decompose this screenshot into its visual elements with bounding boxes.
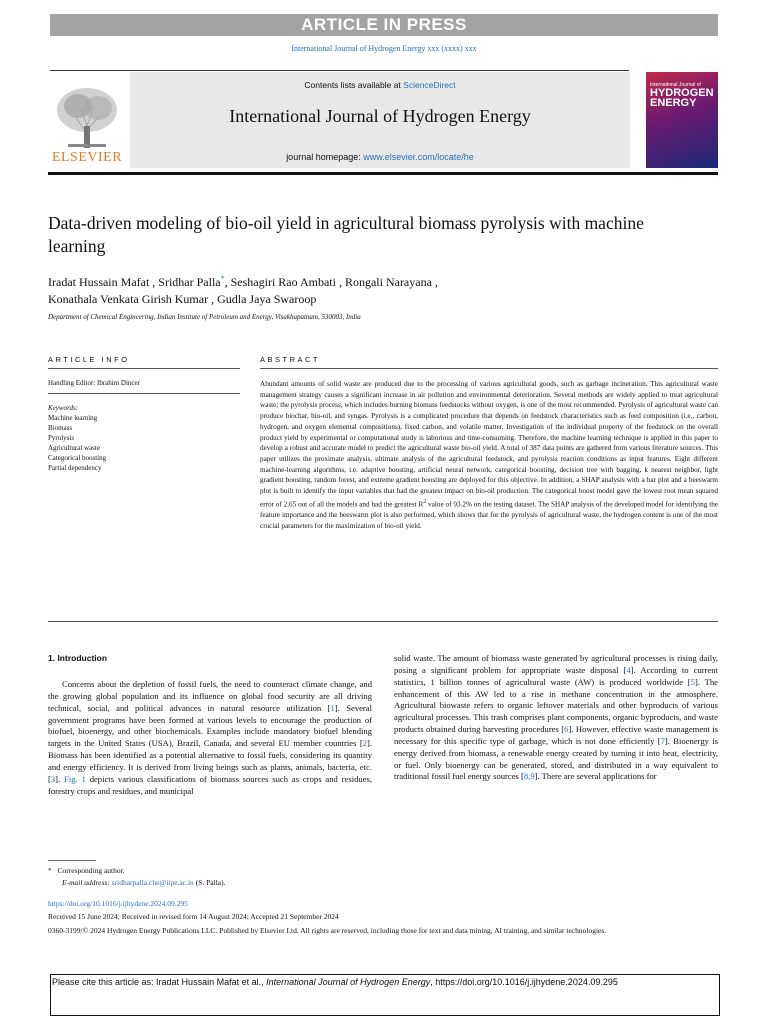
contents-prefix: Contents lists available at [304,80,404,90]
abstract-rule-bottom [48,621,718,622]
keywords-block [48,403,238,473]
intro-text: ]. According to current statistics, 1 billion tonnes of agricultural waste (AW) is produced worldwide [ [394,664,718,687]
cover-title-line2: HYDROGEN [650,87,714,99]
keyword: Machine learning [48,414,98,422]
abstract-superscript: 2 [423,498,427,505]
article-info-heading: ARTICLE INFO [48,355,130,364]
citation-link[interactable]: 6 [564,724,569,735]
header-bottom-rule [48,172,718,175]
journal-reference[interactable]: International Journal of Hydrogen Energy xxx (xxxx) xxx [291,44,477,53]
authors-line2[interactable]: Konathala Venkata Girish Kumar , Gudla Jaya Swaroop [48,292,317,306]
citation-text [52,977,712,987]
intro-left-column [48,679,372,797]
citation-link[interactable]: 3 [50,773,56,784]
authors-line1[interactable]: Iradat Hussain Mafat , Sridhar Palla [48,275,221,289]
abstract-part2: value of 93.2% on the testing dataset. The SHAP analysis of the developed model for identifying the feature importance and the beeswarm plot is also performed, which shows that for the pyrolysis of agricultural waste, the hydrogen content is one of the most crucial parameters for the maximization of bio-oil yield. [260,500,718,530]
cite-doi[interactable]: , https://doi.org/10.1016/j.ijhydene.2024.09.295 [430,977,618,987]
intro-text: ]. However, effective waste management is necessary for this specific type of garbage, which is not done efficiently [ [394,724,718,746]
footnote-rule [48,860,96,861]
cite-prefix: Please cite this article as: Iradat Hussain Mafat et al., [52,977,267,987]
email-label: E-mail address: [62,878,112,887]
homepage-line [130,152,630,162]
intro-text: ]. There are several applications for [534,771,657,782]
keyword: Pyrolysis [48,434,75,442]
intro-text: ]. Several government programs have been formed at various levels to encourage the production of biofuel, bioenergy, and other biochemicals. Examples include mandatory biofuel blending targets in the United States (USA), Brazil, Canada, and several EU member countries [ [48,702,372,749]
citation-link[interactable]: 4 [626,664,631,675]
intro-text: ]. Bioenergy is energy derived from biomass, a renewable energy created by turning it into heat, electricity, or fuel. Only bioenergy can be generated, stored, and distributed in a way equivalent to traditional fossil fuel energy sources [ [394,735,719,782]
email-link[interactable]: sridharpalla.che@iipe.ac.in [111,878,194,887]
corresponding-author-note: Corresponding author. [57,866,125,875]
citation-link[interactable]: 8,9 [523,771,535,782]
abstract-heading: ABSTRACT [260,355,321,364]
authors-line1b[interactable]: , Seshagiri Rao Ambati , Rongali Narayana , [224,275,438,289]
keyword: Partial dependency [48,464,102,472]
keyword: Biomass [48,424,73,432]
keyword: Agricultural waste [48,444,100,452]
homepage-link[interactable]: www.elsevier.com/locate/he [363,152,474,162]
header-top-rule [50,70,629,71]
article-in-press-banner: ARTICLE IN PRESS [50,14,718,36]
citation-link[interactable]: 5 [690,676,695,687]
copyright-notice: 0360-3199/© 2024 Hydrogen Energy Publications LLC. Published by Elsevier Ltd. All rights are reserved, including those for text and data mining, AI training, and similar technologies. [48,926,607,935]
intro-heading: 1. Introduction [48,653,108,663]
corresponding-author-mark[interactable]: * [220,274,225,283]
intro-text: Concerns about the depletion of fossil fuels, the need to counteract climate change, and the growing global population and its influence on global food security are all driving technical, social, and political advances in natural resource utilization [ [48,679,372,713]
author-list [48,270,688,308]
article-title: Data-driven modeling of bio-oil yield in agricultural biomass pyrolysis with machine learning [48,213,644,256]
abstract-text [260,379,718,531]
handling-editor: Handling Editor: Ibrahim Dincer [48,379,140,387]
contents-line [130,80,630,90]
email-suffix: (S. Palla). [193,878,226,887]
cover-title-line1: International Journal of [650,82,701,88]
citation-link[interactable]: 2 [362,738,367,749]
homepage-prefix: journal homepage: [286,152,364,162]
affiliation: Department of Chemical Engineering, Indian Institute of Petroleum and Energy, Visakhapatnam, 530003, India [48,313,361,321]
cover-title-line3: ENERGY [650,97,697,109]
info-rule-mid [48,393,240,394]
doi-link[interactable]: https://doi.org/10.1016/j.ijhydene.2024.09.295 [48,899,188,908]
intro-right-column [394,653,718,783]
received-dates: Received 15 June 2024; Received in revised form 14 August 2024; Accepted 21 September 2024 [48,912,339,921]
intro-text: ]. [55,773,65,784]
abstract-part1: Abundant amounts of solid waste are produced due to the processing of various agricultural goods, such as garbage incineration. This agricultural waste management strategy causes a significant increase in air pollution and environmental deterioration. Several methods are widely applied to treat agricultural waste; the pyrolysis process, which includes burning biomass feedstocks without oxygen, is one of the most recommended. Pyrolysis of agricultural waste can produce biochar, bio-oil, and syngas. Pyrolysis is a complicated procedure that depends on feedstock characteristics such as feed composition (i.e., carbon, hydrogen, and oxygen elemental compositions), fixed carbon, and volatile matter. Investigation of the individual property of the feedstock on the overall product yield by experimental or computational study is laborious and time-consuming. Therefore, the machine learning technique is applied in this paper to develop a robust and accurate model to predict the agricultural waste bio-oil yield. A total of 387 data points are gathered from various literature sources. This paper utilizes the proximate analysis, ultimate analysis of the agricultural feedstock, and pyrolysis reaction conditions as input features. Eight different machine-learning algorithms, i.e. adaptive boosting, artificial neural network, categorical boosting, decision tree with bagging, k nearest neighbor, light gradient boosting, random forest, and extreme gradient boosting are deployed for this objective. In addition, a SHAP analysis with a bar plot and a beeswarm plot is built to identify the input variables that had the greatest impact on bio-oil production. The categorical boost model gave the lowest root mean squared error of 2.65 out of all the models and had the greatest R [260,380,718,509]
intro-text: depicts various classifications of biomass sources such as crops and residues, forestry crops and residues, and municipal [48,773,372,796]
keywords-label: Keywords: [48,404,79,412]
sciencedirect-link[interactable]: ScienceDirect [403,80,456,90]
intro-text: ]. Biomass has been identified as a potential alternative to fossil fuels, considering its quantity and energy efficiency. It is derived from living beings such as plants, animals, bacteria, etc. [ [48,738,372,784]
intro-text: ]. The enhancement of this AW led to a rise in methane concentration in the atmosphere. Agricultural biowaste refers to organic leftover materials and other byproducts of various agricultural processes. This trash comprises plant components, organic byproducts, and waste products obtained during harvesting procedures [ [394,676,718,735]
journal-title: International Journal of Hydrogen Energy [229,106,531,126]
keyword: Categorical boosting [48,454,107,462]
footnote [48,865,448,889]
footnote-star: * [48,867,52,875]
intro-text: solid waste. The amount of biomass waste generated by agricultural processes is rising daily, posing a significant problem for appropriate waste disposal [ [394,653,718,675]
elsevier-wordmark: ELSEVIER [51,150,123,165]
citation-link[interactable]: 7 [660,735,665,746]
citation-link[interactable]: 1 [330,702,335,713]
figure-link[interactable]: Fig. 1 [64,773,86,784]
info-rule-top [48,368,240,369]
cite-journal: International Journal of Hydrogen Energy [266,977,431,987]
abstract-rule-top [260,368,718,369]
cover-title-main [650,88,716,108]
